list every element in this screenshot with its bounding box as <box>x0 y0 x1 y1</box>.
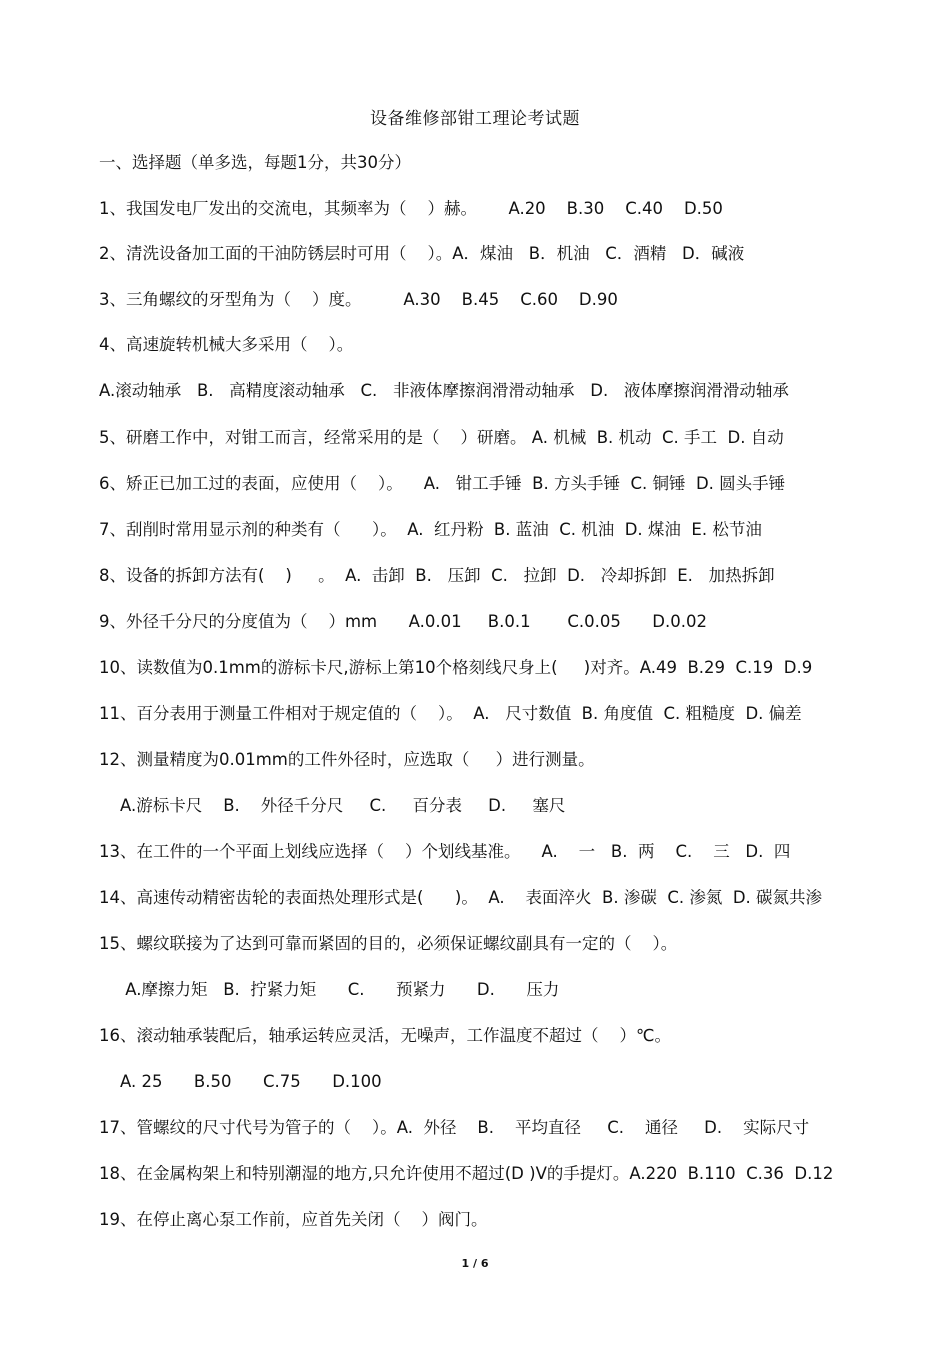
question-line: 11、百分表用于测量工件相对于规定值的（ ）。 A. 尺寸数值 B. 角度值 C. 粗糙度 D. 偏差 <box>99 704 802 723</box>
question-line: 8、设备的拆卸方法有( ) 。 A. 击卸 B. 压卸 C. 拉卸 D. 冷却拆卸 E. 加热拆卸 <box>99 566 775 585</box>
question-line: 5、研磨工作中，对钳工而言，经常采用的是（ ）研磨。 A. 机械 B. 机动 C. 手工 D. 自动 <box>99 428 784 447</box>
page-number: 1 / 6 <box>461 1257 489 1270</box>
question-line: 6、矫正已加工过的表面，应使用（ ）。 A. 钳工手锤 B. 方头手锤 C. 铜锤 D. 圆头手锤 <box>99 474 786 493</box>
question-line: 3、三角螺纹的牙型角为（ ）度。 A.30 B.45 C.60 D.90 <box>99 290 618 309</box>
question-line: 18、在金属构架上和特别潮湿的地方,只允许使用不超过(D )V的手提灯。A.220 B.110 C.36 D.12 <box>99 1164 834 1183</box>
question-line: 16、滚动轴承装配后，轴承运转应灵活，无噪声，工作温度不超过（ ）℃。 <box>99 1026 672 1045</box>
question-line: 10、读数值为0.1mm的游标卡尺,游标上第10个格刻线尺身上( )对齐。A.49 B.29 C.19 D.9 <box>99 658 813 677</box>
question-line: A.游标卡尺 B. 外径千分尺 C. 百分表 D. 塞尺 <box>99 796 566 815</box>
question-line: 7、刮削时常用显示剂的种类有（ ）。 A. 红丹粉 B. 蓝油 C. 机油 D. 煤油 E. 松节油 <box>99 520 762 539</box>
question-line: A. 25 B.50 C.75 D.100 <box>99 1072 382 1091</box>
page-title: 设备维修部钳工理论考试题 <box>370 109 580 129</box>
question-line: A.滚动轴承 B. 高精度滚动轴承 C. 非液体摩擦润滑滑动轴承 D. 液体摩擦润滑滑动轴承 <box>99 381 789 400</box>
question-line: 12、测量精度为0.01mm的工件外径时，应选取（ ）进行测量。 <box>99 750 595 769</box>
question-line: 9、外径千分尺的分度值为（ ）mm A.0.01 B.0.1 C.0.05 D.0.02 <box>99 612 707 631</box>
question-line: 19、在停止离心泵工作前，应首先关闭（ ）阀门。 <box>99 1210 488 1229</box>
question-line: 15、螺纹联接为了达到可靠而紧固的目的，必须保证螺纹副具有一定的（ ）。 <box>99 934 678 953</box>
question-line: 17、管螺纹的尺寸代号为管子的（ ）。A. 外径 B. 平均直径 C. 通径 D. 实际尺寸 <box>99 1118 810 1137</box>
question-line: 14、高速传动精密齿轮的表面热处理形式是( )。 A. 表面淬火 B. 渗碳 C. 渗氮 D. 碳氮共渗 <box>99 888 823 907</box>
question-line: 1、我国发电厂发出的交流电，其频率为（ ）赫。 A.20 B.30 C.40 D.50 <box>99 199 723 218</box>
question-line: 13、在工件的一个平面上划线应选择（ ）个划线基准。 A. 一 B. 两 C. 三 D. 四 <box>99 842 791 861</box>
question-line: 4、高速旋转机械大多采用（ ）。 <box>99 335 354 354</box>
question-line: A.摩擦力矩 B. 拧紧力矩 C. 预紧力 D. 压力 <box>99 980 560 999</box>
section-heading: 一、选择题（单多选，每题1分，共30分） <box>99 153 411 172</box>
question-line: 2、清洗设备加工面的干油防锈层时可用（ ）。A．煤油 B．机油 C．酒精 D．碱液 <box>99 244 745 263</box>
